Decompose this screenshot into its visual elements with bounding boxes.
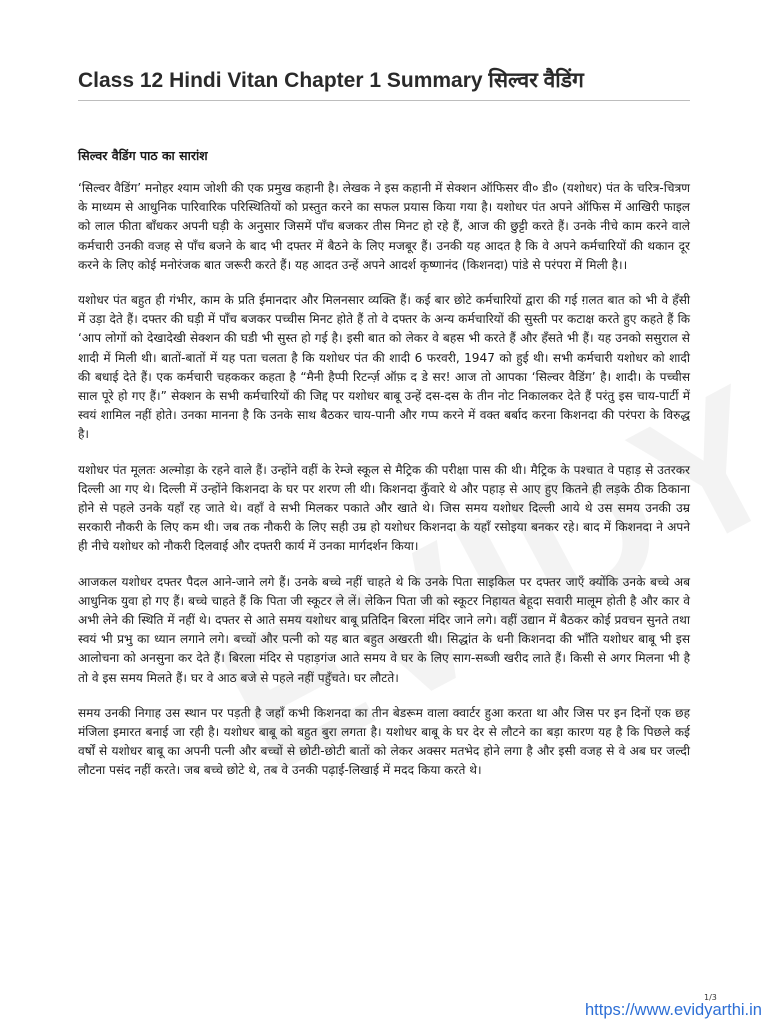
page-title: Class 12 Hindi Vitan Chapter 1 Summary सिल्वर वैडिंग (78, 69, 584, 92)
paragraph-3: यशोधर पंत मूलतः अल्मोड़ा के रहने वाले हैं। उन्होंने वहीं के रेम्जे स्कूल से मैट्रिक की परीक्षा पास की थी। मैट्रिक के पश्चात वे पहाड़ से उतरकर दिल्ली आ गए थे। दिल्ली में उन्होंने किशनदा के घर पर शरण ली थी। किशनदा कुँवारे थे और पहाड़ से आए हुए कितने ही लड़के ठीक ठिकाना होने से पहले उनके यहाँ रह जाते थे। वहाँ वे सभी मिलकर पकाते और खाते थे। जिस समय यशोधर दिल्ली आये थे उस समय उनकी उम्र सरकारी नौकरी के लिए कम थी। जब तक नौकरी के लिए सही उम्र हो यशोधर किशनदा के यहाँ रसोइया बनकर रहे। बाद में किशनदा ने अपने ही नीचे यशोधर को नौकरी दिलवाई और दफ्तरी कार्य में उनका मार्गदर्शन किया। (78, 462, 690, 554)
paragraph-1: ‘सिल्वर वैडिंग’ मनोहर श्याम जोशी की एक प्रमुख कहानी है। लेखक ने इस कहानी में सेक्शन ऑफिसर वी० डी० (यशोधर) पंत के चरित्र-चित्रण के माध्यम से आधुनिक पारिवारिक परिस्थितियों को प्रस्तुत करने का सफल प्रयास किया गया है। यशोधर पंत अपने ऑफिस में आखिरी फाइल को लाल फीता बाँधकर अपनी घड़ी के अनुसार जिसमें पाँच बजकर तीस मिनट हो रहे हैं, आज की छुट्टी करते हैं। उनके नीचे काम करने वाले कर्मचारी उनकी वजह से पाँच बजने के बाद भी दफ्तर में बैठने के लिए मजबूर हैं। उनकी यह आदत है कि वे अपने कर्मचारियों की थकान दूर करने के लिए कोई मनोरंजक बात जरूरी करते हैं। यह आदत उन्हें अपने आदर्श कृष्णानंद (किशनदा) पांडे से परंपरा में मिली है।। (78, 181, 690, 272)
website-link[interactable]: https://www.evidyarthi.in (585, 1001, 762, 1019)
title-divider (78, 100, 690, 101)
paragraph-2: यशोधर पंत बहुत ही गंभीर, काम के प्रति ईमानदार और मिलनसार व्यक्ति हैं। कई बार छोटे कर्मचारियों द्वारा की गई ग़लत बात को भी वे हँसी में उड़ा देते हैं। दफ्तर की घड़ी में पाँच बजकर पच्चीस मिनट होते हैं तो वे दफ्तर के अन्य कर्मचारियों की सुस्ती पर कटाक्ष करते हुए कहते हैं कि ‘आप लोगों को देखादेखी सेक्शन की घडी भी सुस्त हो गई है। इसी बात को लेकर वे बहस भी करते हैं और हँसते भी हैं। यह उनको ससुराल से शादी में मिली थी। बातों-बातों में यह पता चलता है कि यशोधर पंत की शादी 6 फरवरी, 1947 को हुई थी। सभी कर्मचारी यशोधर को शादी की बधाई देते हैं। एक कर्मचारी चहककर कहता है “मैनी हैप्पी रिटर्न्ज़ ऑफ़ द डे सर! आज तो आपका ‘सिल्वर वैडिंग’ है। शादी। के पच्चीस साल पूरे हो गए हैं।” सेक्शन के सभी कर्मचारियों की जिद्द पर यशोधर बाबू उन्हें दस-दस के तीन नोट निकालकर देते हैं परंतु इस चाय-पार्टी में स्वयं शामिल नहीं होते। उनका मानना है कि उनके साथ बैठकर चाय-पानी और गप्प करने में वक्त बर्बाद करना किशनदा की परंपरा के विरुद्ध है। (78, 293, 690, 442)
section-heading: सिल्वर वैडिंग पाठ का सारांश (78, 148, 208, 163)
article-body (78, 147, 690, 797)
page-number: 1/3 (704, 993, 717, 1002)
paragraph-5: समय उनकी निगाह उस स्थान पर पड़ती है जहाँ कभी किशनदा का तीन बेडरूम वाला क्वार्टर हुआ करता था और जिस पर इन दिनों एक छह मंजिला इमारत बनाई जा रही है। यशोधर बाबू को बहुत बुरा लगता है। यशोधर बाबू के घर देर से लौटने का बड़ा कारण यह है कि पिछले कई वर्षों से यशोधर बाबू का अपनी पत्नी और बच्चों से छोटी-छोटी बातों को लेकर अक्सर मतभेद होने लगा है और इसी वजह से वे अब घर जल्दी लौटना पसंद नहीं करते। जब बच्चे छोटे थे, तब वे उनकी पढ़ाई-लिखाई में मदद किया करते थे। (78, 705, 690, 778)
paragraph-4: आजकल यशोधर दफ्तर पैदल आने-जाने लगे हैं। उनके बच्चे नहीं चाहते थे कि उनके पिता साइकिल पर दफ्तर जाएँ क्योंकि उनके बच्चे अब आधुनिक युवा हो गए हैं। बच्चे चाहते हैं कि पिता जी स्कूटर ले लें। लेकिन पिता जी को स्कूटर निहायत बेहूदा सवारी मालूम होती है और कार वे अभी लेने की स्थिति में नहीं थे। दफ्तर से आते समय यशोधर बाबू प्रतिदिन बिरला मंदिर जाने लगे। वहीं उद्यान में बैठकर कोई प्रवचन सुनते तथा स्वयं भी प्रभु का ध्यान लगाने लगे। बच्चों और पत्नी को यह बात बहुत अखरती थी। सिद्धांत के धनी किशनदा की भाँति यशोधर बाबू भी इस आलोचना को अनसुना कर देते हैं। बिरला मंदिर से पहाड़गंज आते समय वे घर के लिए साग-सब्जी खरीद लाते हैं। किसी से अगर मिलना भी है तो वे इस समय मिलते हैं। घर वे आठ बजे से पहले नहीं पहुँचते। घर लौटते। (78, 574, 690, 685)
